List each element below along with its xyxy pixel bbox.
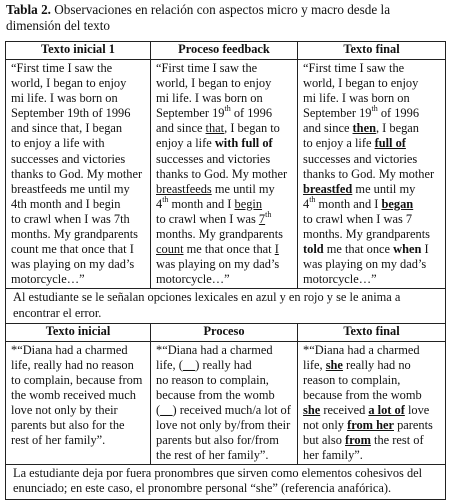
text-segment: the womb received much <box>11 387 136 402</box>
text-line <box>11 358 146 373</box>
text-segment: motorcycle…” <box>11 272 85 287</box>
text-line <box>156 242 293 257</box>
text-line <box>303 167 441 182</box>
text-segment: th <box>371 104 378 114</box>
header-texto-inicial: Texto inicial <box>6 323 151 341</box>
text-segment: a lot of <box>368 402 405 417</box>
text-segment: , I began to <box>224 121 280 136</box>
section2-col-process <box>151 341 298 465</box>
text-segment: received <box>320 402 369 417</box>
text-segment: 4 <box>156 196 163 211</box>
text-line <box>156 388 293 403</box>
text-segment: life, <box>303 357 326 372</box>
text-segment: when <box>393 242 422 257</box>
text-segment: love not only by/from their <box>156 418 291 433</box>
text-line <box>156 227 293 242</box>
text-line <box>303 136 441 151</box>
text-line <box>156 152 293 167</box>
text-segment: September 19th of 1996 <box>11 106 131 121</box>
section2-col-final <box>298 341 446 465</box>
section1-body-row <box>6 60 446 289</box>
text-line <box>156 418 293 433</box>
header-texto-inicial-1: Texto inicial 1 <box>6 42 151 60</box>
text-line <box>11 91 146 106</box>
text-segment: to crawl when I was <box>156 211 259 226</box>
text-line <box>303 448 441 463</box>
text-segment: September 19 <box>156 106 225 121</box>
text-line <box>303 257 441 272</box>
text-segment: 4th month and I begin <box>11 196 121 211</box>
text-segment: enjoy a life <box>156 136 215 151</box>
text-line <box>156 272 293 287</box>
text-segment: ) received much/a lot of <box>172 402 291 417</box>
observations-table <box>5 41 446 500</box>
text-segment: 7 <box>258 211 266 226</box>
text-segment: was playing on my dad’s <box>156 257 280 272</box>
text-line <box>156 433 293 448</box>
text-segment: and since that, I began <box>11 121 123 136</box>
section2-col-initial <box>6 341 151 465</box>
text-line <box>11 403 146 418</box>
text-segment: to crawl when I was 7 <box>303 211 413 226</box>
text-segment: to enjoy a life <box>303 136 375 151</box>
text-segment: because from the womb <box>303 387 422 402</box>
text-segment: “First time I saw the <box>156 61 258 75</box>
text-line <box>156 136 293 151</box>
text-line <box>11 257 146 272</box>
header-texto-final-2: Texto final <box>298 323 446 341</box>
text-segment: I <box>274 242 279 257</box>
text-segment: ( <box>156 402 161 417</box>
text-line <box>303 242 441 257</box>
text-line <box>303 182 441 197</box>
text-segment: reason to complain, <box>303 372 401 387</box>
text-segment: “First time I saw the <box>303 61 405 75</box>
text-line <box>156 343 293 358</box>
text-line <box>11 373 146 388</box>
text-segment: *“Diana had a charmed <box>303 342 420 357</box>
section2-body-row <box>6 341 446 465</box>
text-line <box>156 358 293 373</box>
text-segment: *“Diana had a charmed <box>11 342 128 357</box>
text-segment: count me that once that I <box>11 242 134 257</box>
text-line <box>303 388 441 403</box>
text-line <box>11 182 146 197</box>
text-line <box>11 433 146 448</box>
text-segment: breastfed <box>303 181 353 196</box>
text-line <box>303 227 441 242</box>
header-proceso: Proceso <box>151 323 298 341</box>
caption-text: Observaciones en relación con aspectos micro y macro desde la dimensión del texto <box>6 2 391 33</box>
text-segment: parents but also for/from <box>156 433 279 448</box>
text-segment: world, I began to enjoy <box>303 76 419 91</box>
text-segment: me until my <box>211 181 275 196</box>
text-segment: the rest of her family”. <box>156 448 269 463</box>
text-segment: with full of <box>214 136 273 151</box>
text-segment: 4 <box>303 196 310 211</box>
text-segment: breastfeeds <box>156 181 212 196</box>
text-segment: parents but also for the <box>11 418 125 433</box>
text-segment: __ <box>160 402 173 417</box>
text-segment: months. My grandparents <box>11 227 138 242</box>
text-segment: I <box>421 242 429 257</box>
text-line <box>11 121 146 136</box>
text-segment: and since <box>303 121 353 136</box>
text-segment: from <box>345 433 371 448</box>
table-caption <box>6 2 446 34</box>
section2-note: La estudiante deja por fuera pronombres que sirven como elementos cohesivos del enunciado; en este caso, el pronombre personal “she” (referencia anafórica). <box>6 465 446 499</box>
text-segment: mi life. I was born on <box>156 91 263 106</box>
text-line <box>11 167 146 182</box>
text-line <box>156 61 293 76</box>
text-segment: mi life. I was born on <box>11 91 118 106</box>
text-line <box>303 403 441 418</box>
text-segment: thanks to God. My mother <box>11 166 143 181</box>
text-segment: months. My grandparents <box>303 227 430 242</box>
text-line <box>303 272 441 287</box>
text-line <box>303 121 441 136</box>
text-segment: world, I began to enjoy <box>11 76 127 91</box>
text-segment: th <box>224 104 231 114</box>
text-segment: th <box>309 194 316 204</box>
text-segment: me that once <box>323 242 394 257</box>
text-line <box>11 343 146 358</box>
text-segment: *“Diana had a charmed <box>156 342 273 357</box>
text-line <box>303 106 441 121</box>
text-segment: thanks to God. My mother <box>303 166 435 181</box>
text-segment: no reason to complain, <box>156 372 269 387</box>
text-segment: successes and victories <box>303 151 418 166</box>
text-segment: month and I <box>168 196 235 211</box>
text-segment: began <box>381 196 414 211</box>
text-line <box>156 106 293 121</box>
text-segment: me that once that <box>183 242 275 257</box>
text-segment: parents <box>393 418 433 433</box>
text-line <box>303 418 441 433</box>
text-segment: she <box>303 402 321 417</box>
section2-header-row <box>6 323 446 341</box>
text-segment: not only <box>303 418 348 433</box>
text-segment: full of <box>374 136 406 151</box>
text-segment: then <box>352 121 376 136</box>
text-line <box>156 257 293 272</box>
text-line <box>156 167 293 182</box>
text-line <box>303 433 441 448</box>
text-line <box>303 61 441 76</box>
text-line <box>156 373 293 388</box>
text-line <box>303 194 441 212</box>
text-segment: to crawl when I was 7th <box>11 211 130 226</box>
text-segment: __ <box>182 357 196 372</box>
text-line <box>156 448 293 463</box>
text-line <box>11 136 146 151</box>
text-segment: months. My grandparents <box>156 227 283 242</box>
text-segment: the rest of <box>370 433 424 448</box>
text-segment: motorcycle…” <box>303 272 377 287</box>
text-line <box>11 272 146 287</box>
text-segment: th <box>162 194 169 204</box>
text-line <box>11 212 146 227</box>
text-line <box>156 182 293 197</box>
text-line <box>11 227 146 242</box>
text-segment: world, I began to enjoy <box>156 76 272 91</box>
text-line <box>11 418 146 433</box>
section1-col-initial <box>6 60 151 289</box>
text-segment: thanks to God. My mother <box>156 166 288 181</box>
text-line <box>11 76 146 91</box>
text-segment: that <box>205 121 225 136</box>
text-segment: to complain, because from <box>11 372 143 387</box>
text-line <box>156 209 293 227</box>
text-segment: because from the womb <box>156 387 275 402</box>
text-segment: of 1996 <box>377 106 420 121</box>
text-segment: but also <box>303 433 345 448</box>
section1-col-final <box>298 60 446 289</box>
text-segment: was playing on my dad’s <box>11 257 135 272</box>
text-segment: th <box>265 209 272 219</box>
text-segment: begin <box>234 196 263 211</box>
header-texto-final: Texto final <box>298 42 446 60</box>
text-segment: love <box>404 402 430 417</box>
text-segment: “First time I saw the <box>11 61 113 75</box>
text-segment: love not only by their <box>11 402 118 417</box>
text-line <box>303 76 441 91</box>
text-segment: and since <box>156 121 206 136</box>
text-segment: life, really had no reason <box>11 357 134 372</box>
text-line <box>11 152 146 167</box>
text-line <box>11 242 146 257</box>
text-line <box>11 388 146 403</box>
text-line <box>303 152 441 167</box>
section1-header-row <box>6 42 446 60</box>
text-segment: breastfeeds me until my <box>11 181 130 196</box>
text-line <box>11 106 146 121</box>
text-segment: she <box>325 357 343 372</box>
text-line <box>303 343 441 358</box>
text-segment: rest of her family”. <box>11 433 106 448</box>
text-segment: month and I <box>315 196 382 211</box>
section1-note-row <box>6 289 446 323</box>
text-line <box>303 212 441 227</box>
caption-label: Tabla 2. <box>6 2 51 17</box>
text-line <box>11 61 146 76</box>
text-segment: me until my <box>352 181 416 196</box>
section1-col-feedback <box>151 60 298 289</box>
text-segment: to enjoy a life with <box>11 136 105 151</box>
text-line <box>303 358 441 373</box>
text-line <box>11 197 146 212</box>
header-proceso-feedback: Proceso feedback <box>151 42 298 60</box>
text-segment: ) really had <box>195 357 252 372</box>
text-segment: September 19 <box>303 106 372 121</box>
section2-note-row <box>6 465 446 499</box>
text-segment: successes and victories <box>11 151 126 166</box>
text-segment: was playing on my dad’s <box>303 257 427 272</box>
text-segment: of 1996 <box>230 106 273 121</box>
text-segment: life, ( <box>156 357 183 372</box>
text-line <box>156 194 293 212</box>
text-segment: told <box>303 242 324 257</box>
text-line <box>156 121 293 136</box>
text-line <box>303 373 441 388</box>
section1-note: Al estudiante se le señalan opciones lexicales en azul y en rojo y se le anima a encontrar el error. <box>6 289 446 323</box>
text-segment: her family”. <box>303 448 363 463</box>
text-line <box>156 403 293 418</box>
text-line <box>156 76 293 91</box>
text-segment: really had no <box>342 357 411 372</box>
text-segment: mi life. I was born on <box>303 91 410 106</box>
text-segment: , I began <box>375 121 419 136</box>
text-segment: successes and victories <box>156 151 271 166</box>
text-segment: motorcycle…” <box>156 272 230 287</box>
text-segment: from her <box>347 418 394 433</box>
text-segment: count <box>156 242 184 257</box>
